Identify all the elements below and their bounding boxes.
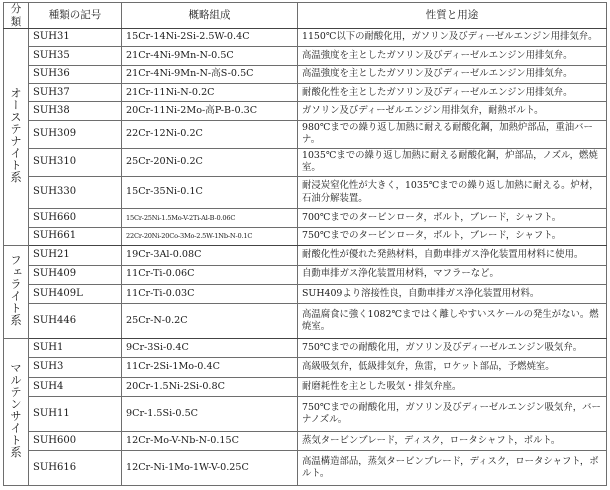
table-row — [4, 227, 607, 245]
use-cell: 耐磨耗性を主とした吸気・排気弁座。 — [298, 377, 607, 396]
grade-cell: SUH37 — [29, 84, 122, 102]
composition-cell: 21Cr-11Ni-N-0.2C — [122, 84, 298, 102]
composition-cell: 25Cr-20Ni-0.2C — [122, 148, 298, 176]
heat-resistant-steel-table-sheet — [3, 2, 606, 486]
use-cell: 980℃までの繰り返し加熱に耐える耐酸化鋼，加熱炉部品，重油バーナ。 — [298, 120, 607, 148]
composition-cell: 20Cr-1.5Ni-2Si-0.8C — [122, 377, 298, 396]
grade-cell: SUH600 — [29, 431, 122, 450]
composition-cell: 22Cr-12Ni-0.2C — [122, 120, 298, 148]
composition-cell: 11Cr-2Si-1Mo-0.4C — [122, 358, 298, 377]
use-cell: 蒸気タービンブレード，ディスク，ロータシャフト，ボルト。 — [298, 431, 607, 450]
composition-cell: 25Cr-N-0.2C — [122, 304, 298, 339]
use-cell: 700℃までのタービンロータ，ボルト，ブレード，シャフト。 — [298, 209, 607, 227]
category-cell-austenitic: オーステナイト系 — [4, 29, 29, 246]
composition-cell: 20Cr-11Ni-2Mo-高P-B-0.3C — [122, 102, 298, 120]
grade-cell: SUH4 — [29, 377, 122, 396]
table-row — [4, 284, 607, 303]
table-row — [4, 65, 607, 83]
composition-cell: 11Cr-Ti-0.03C — [122, 284, 298, 303]
use-cell: 高級吸気弁，低級排気弁，魚雷，ロケット部品，予燃焼室。 — [298, 358, 607, 377]
use-cell: 高温構造部品，蒸気タービンブレード，ディスク，ロータシャフト，ボルト。 — [298, 451, 607, 486]
grade-cell: SUH660 — [29, 209, 122, 227]
header-properties: 性質と用途 — [298, 3, 607, 29]
use-cell: SUH409より溶接性良，自動車排ガス浄化装置用材料。 — [298, 284, 607, 303]
table-row — [4, 431, 607, 450]
table-row — [4, 377, 607, 396]
category-cell-martensitic: マルテンサイト系 — [4, 338, 29, 485]
composition-cell: 22Cr-20Ni-20Co-3Mo-2.5W-1Nb-N-0.1C — [122, 227, 298, 245]
grade-cell: SUH31 — [29, 29, 122, 47]
grade-cell: SUH35 — [29, 47, 122, 65]
grade-cell: SUH1 — [29, 338, 122, 357]
grade-cell: SUH330 — [29, 176, 122, 208]
table-row — [4, 176, 607, 208]
use-cell: 耐酸化性が優れた発熱材料，自動車排ガス浄化装置用材料に使用。 — [298, 246, 607, 265]
use-cell: 750℃までのタービンロータ，ボルト，ブレード，シャフト。 — [298, 227, 607, 245]
use-cell: 耐浸炭窒化性が大きく，1035℃までの繰り返し加熱に耐える。炉材，石油分解装置。 — [298, 176, 607, 208]
use-cell: 高温腐食に強く1082℃まではく離しやすいスケールの発生がない。燃焼室。 — [298, 304, 607, 339]
use-cell: 750℃までの耐酸化用，ガソリン及びディーゼルエンジン吸気弁，バーナノズル。 — [298, 397, 607, 432]
grade-cell: SUH38 — [29, 102, 122, 120]
composition-cell: 9Cr-3Si-0.4C — [122, 338, 298, 357]
header-row — [4, 3, 607, 29]
grade-cell: SUH409 — [29, 265, 122, 284]
grade-cell: SUH310 — [29, 148, 122, 176]
grade-cell: SUH21 — [29, 246, 122, 265]
grade-cell: SUH3 — [29, 358, 122, 377]
grade-cell: SUH11 — [29, 397, 122, 432]
use-cell: 高温強度を主としたガソリン及びディーゼルエンジン用排気弁。 — [298, 65, 607, 83]
table-row — [4, 246, 607, 265]
table-row — [4, 358, 607, 377]
table-row — [4, 29, 607, 47]
composition-cell: 15Cr-35Ni-0.1C — [122, 176, 298, 208]
use-cell: 高温強度を主としたガソリン及びディーゼルエンジン用排気弁。 — [298, 47, 607, 65]
header-composition: 概略組成 — [122, 3, 298, 29]
table-row — [4, 265, 607, 284]
grade-cell: SUH446 — [29, 304, 122, 339]
composition-cell: 12Cr-Mo-V-Nb-N-0.15C — [122, 431, 298, 450]
grade-cell: SUH409L — [29, 284, 122, 303]
grade-cell: SUH36 — [29, 65, 122, 83]
use-cell: 耐酸化性を主としたガソリン及びディーゼルエンジン用排気弁。 — [298, 84, 607, 102]
composition-cell: 21Cr-4Ni-9Mn-N-0.5C — [122, 47, 298, 65]
table-row — [4, 47, 607, 65]
composition-cell: 21Cr-4Ni-9Mn-N-高S-0.5C — [122, 65, 298, 83]
steel-grades-table — [3, 2, 607, 486]
table-row — [4, 102, 607, 120]
table-row — [4, 338, 607, 357]
composition-cell: 11Cr-Ti-0.06C — [122, 265, 298, 284]
table-row — [4, 451, 607, 486]
table-row — [4, 304, 607, 339]
composition-cell: 15Cr-14Ni-2Si-2.5W-0.4C — [122, 29, 298, 47]
use-cell: 自動車排ガス浄化装置用材料，マフラーなど。 — [298, 265, 607, 284]
composition-cell: 15Cr-25Ni-1.5Mo-V-2Ti-Al-B-0.06C — [122, 209, 298, 227]
header-grade: 種類の記号 — [29, 3, 122, 29]
category-cell-ferritic: フェライト系 — [4, 246, 29, 339]
table-row — [4, 84, 607, 102]
composition-cell: 9Cr-1.5Si-0.5C — [122, 397, 298, 432]
header-category: 分類 — [4, 3, 29, 29]
use-cell: 1150℃以下の耐酸化用，ガソリン及びディーゼルエンジン用排気弁。 — [298, 29, 607, 47]
use-cell: 1035℃までの繰り返し加熱に耐える耐酸化鋼，炉部品，ノズル，燃焼室。 — [298, 148, 607, 176]
use-cell: ガソリン及びディーゼルエンジン用排気弁，耐熱ボルト。 — [298, 102, 607, 120]
composition-cell: 12Cr-Ni-1Mo-1W-V-0.25C — [122, 451, 298, 486]
table-row — [4, 120, 607, 148]
composition-cell: 19Cr-3Al-0.08C — [122, 246, 298, 265]
table-row — [4, 209, 607, 227]
use-cell: 750℃までの耐酸化用，ガソリン及びディーゼルエンジン吸気弁。 — [298, 338, 607, 357]
grade-cell: SUH661 — [29, 227, 122, 245]
grade-cell: SUH616 — [29, 451, 122, 486]
table-row — [4, 397, 607, 432]
grade-cell: SUH309 — [29, 120, 122, 148]
table-row — [4, 148, 607, 176]
